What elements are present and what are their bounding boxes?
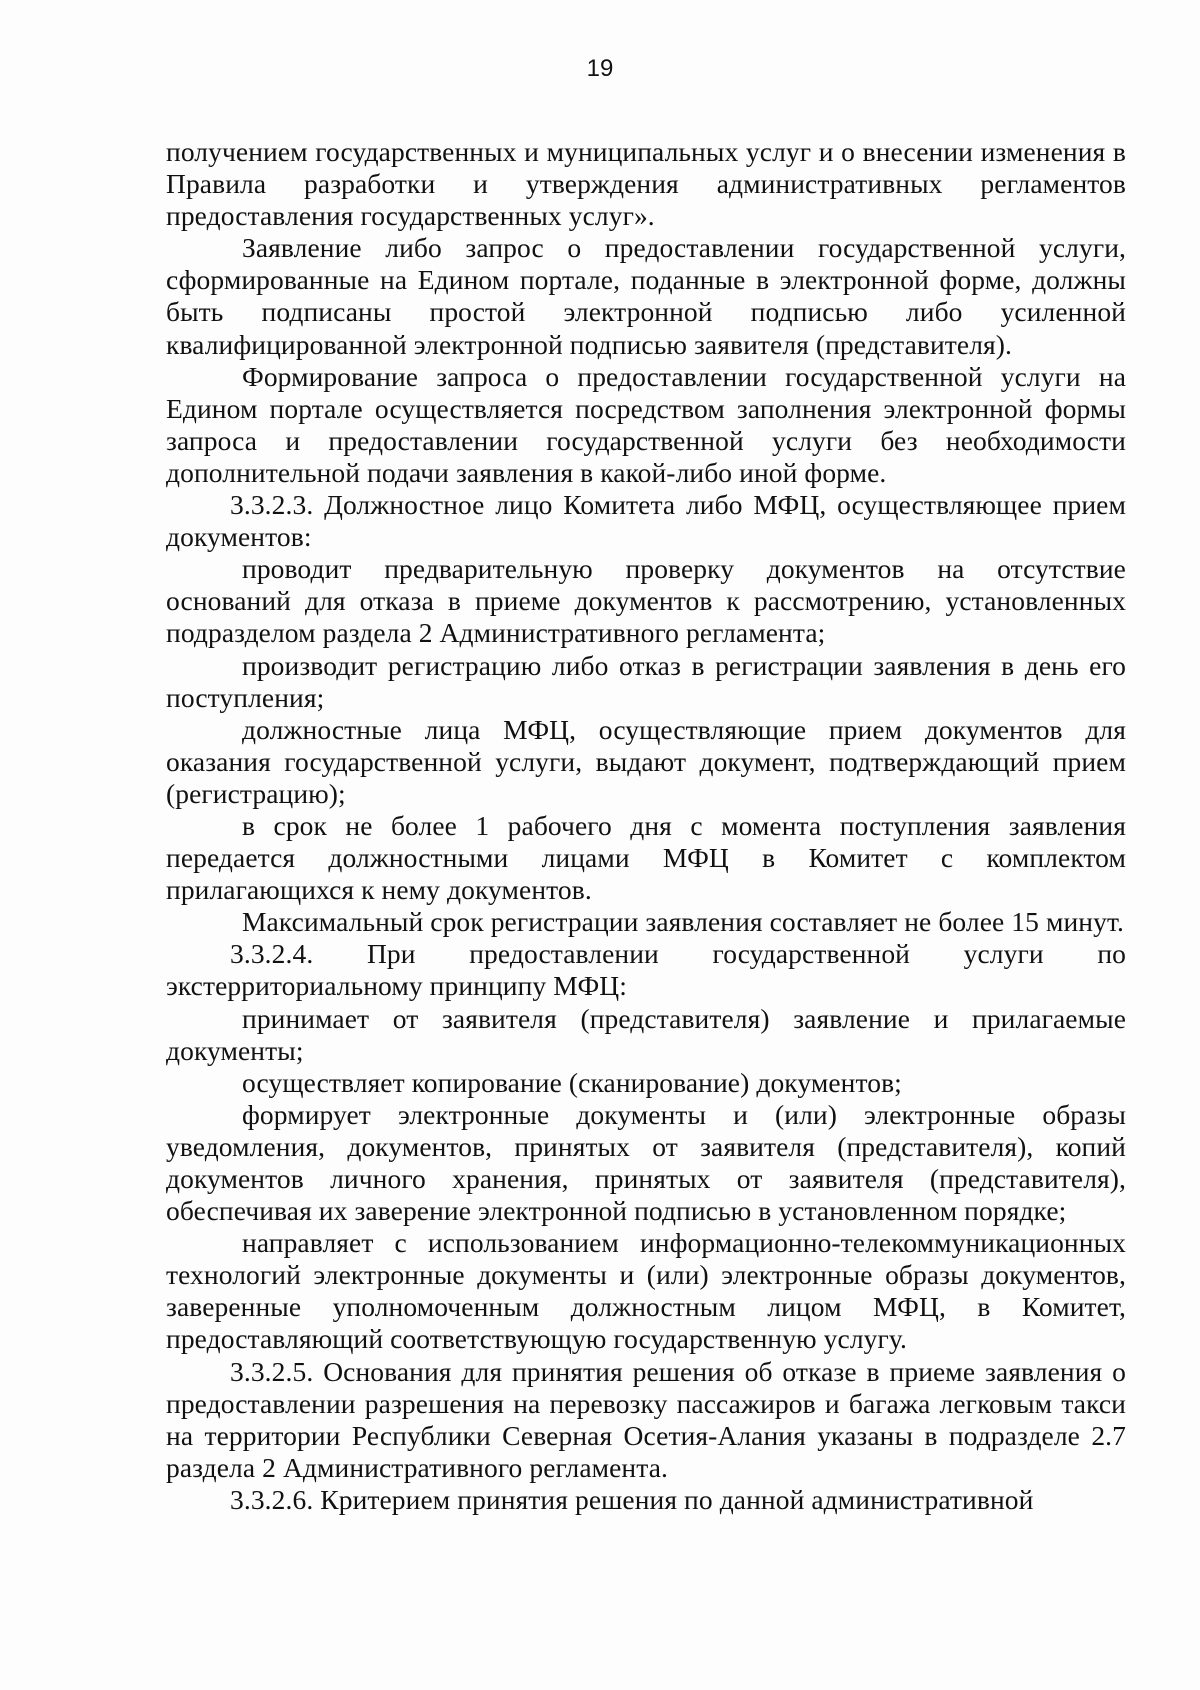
paragraph-preliminary-check: проводит предварительную проверку документов на отсутствие оснований для отказа в приеме документов к рассмотрению, установленных подразделом раздела 2 Административного регламента; xyxy=(166,553,1126,649)
paragraph-3-3-2-5: 3.3.2.5. Основания для принятия решения об отказе в приеме заявления о предоставлении разрешения на перевозку пассажиров и багажа легковым такси на территории Республики Северная Осетия-Алания указаны в подразделе 2.7 раздела 2 Административного регламента. xyxy=(166,1355,1126,1483)
paragraph-3-3-2-3: 3.3.2.3. Должностное лицо Комитета либо МФЦ, осуществляющее прием документов: xyxy=(166,489,1126,553)
paragraph-registration: производит регистрацию либо отказ в регистрации заявления в день его поступления; xyxy=(166,649,1126,713)
paragraph-copying: осуществляет копирование (сканирование) документов; xyxy=(242,1066,902,1098)
paragraph-max-registration-time: Максимальный срок регистрации заявления составляет не более 15 минут. xyxy=(242,906,1124,938)
paragraph-continuation: получением государственных и муниципальных услуг и о внесении изменения в Правила разработки и утверждения административных регламентов предоставления государственных услуг». xyxy=(166,136,1126,232)
paragraph-3-3-2-4: 3.3.2.4. При предоставлении государственной услуги по экстерриториальному принципу МФЦ: xyxy=(166,938,1126,1002)
paragraph-request-formation: Формирование запроса о предоставлении государственной услуги на Едином портале осуществляется посредством заполнения электронной формы запроса и предоставлении государственной услуги без необходимости дополнительной подачи заявления в какой-либо иной форме. xyxy=(166,360,1126,488)
paragraph-transfer-deadline: в срок не более 1 рабочего дня с момента поступления заявления передается должностными лицами МФЦ в Комитет с комплектом прилагающихся к нему документов. xyxy=(166,809,1126,906)
paragraph-application-signature: Заявление либо запрос о предоставлении государственной услуги, сформированные на Едином портале, поданные в электронной форме, должны быть подписаны простой электронной подписью либо усиленной квалифицированной электронной подписью заявителя (представителя). xyxy=(166,232,1126,360)
paragraph-electronic-documents: формирует электронные документы и (или) электронные образы уведомления, документов, принятых от заявителя (представителя), копий документов личного хранения, принятых от заявителя (представителя), обеспечивая их заверение электронной подписью в установленном порядке; xyxy=(166,1098,1126,1227)
paragraph-3-3-2-6: 3.3.2.6. Критерием принятия решения по данной административной xyxy=(230,1483,1034,1515)
page-number: 19 xyxy=(586,55,614,82)
document-body xyxy=(166,136,1126,1516)
paragraph-accepts-application: принимает от заявителя (представителя) заявление и прилагаемые документы; xyxy=(166,1002,1126,1066)
paragraph-sends-documents: направляет с использованием информационно-телекоммуникационных технологий электронные документы и (или) электронные образы документов, заверенные уполномоченным должностным лицом МФЦ, в Комитет, предоставляющий соответствующую государственную услугу. xyxy=(166,1227,1126,1355)
paragraph-mfc-receipt: должностные лица МФЦ, осуществляющие прием документов для оказания государственной услуги, выдают документ, подтверждающий прием (регистрацию); xyxy=(166,713,1126,809)
